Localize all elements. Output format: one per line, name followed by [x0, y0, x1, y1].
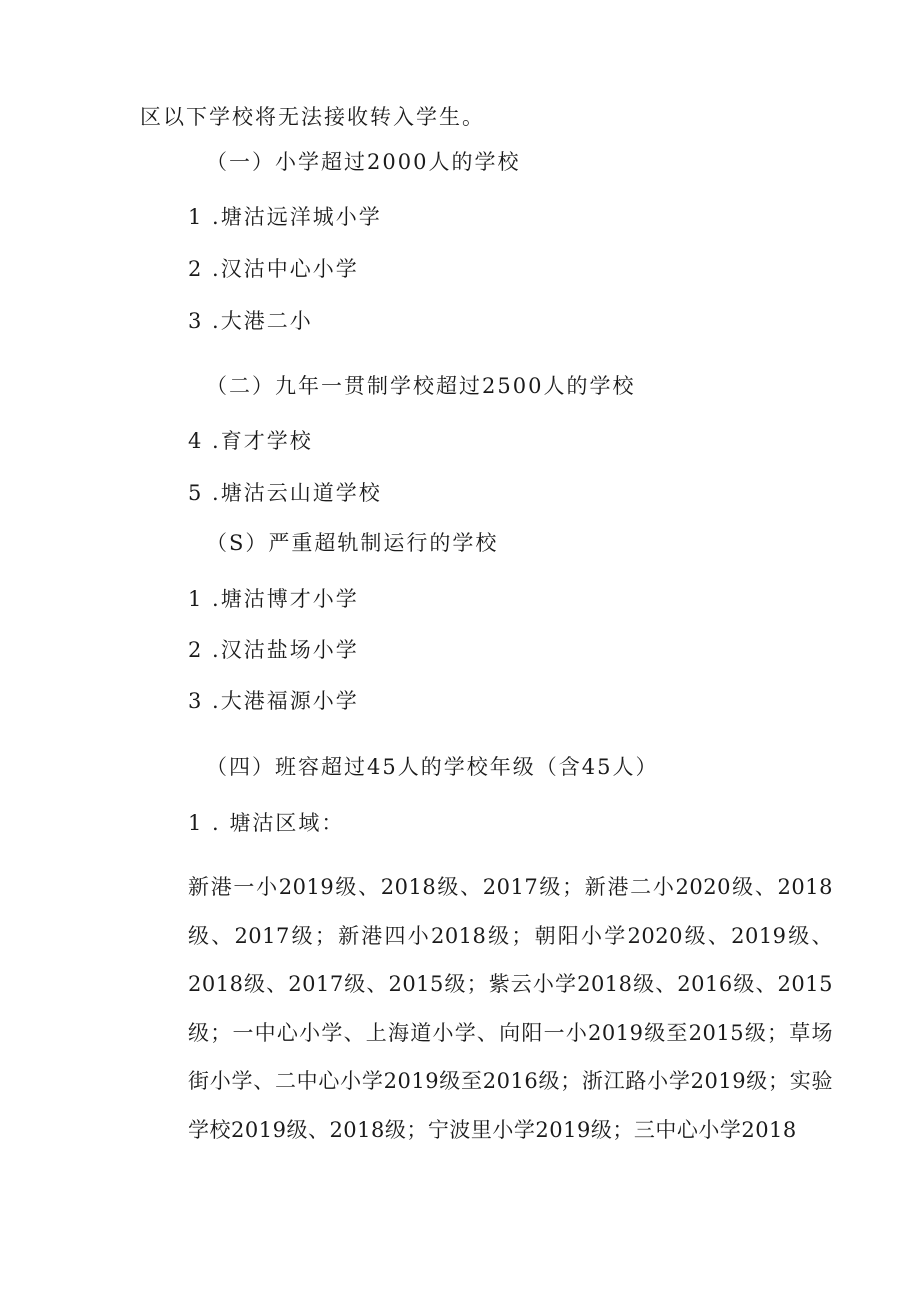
list-item: 3 .大港二小	[188, 309, 313, 333]
list-item: 1 . 塘沽区域：	[188, 811, 345, 835]
list-item: 1 .塘沽博才小学	[188, 587, 359, 611]
section-heading-4: （四）班容超过45人的学校年级（含45人）	[206, 755, 659, 779]
list-item: 2 .汉沽盐场小学	[188, 638, 359, 662]
list-item: 1 .塘沽远洋城小学	[188, 205, 382, 229]
list-item: 3 .大港福源小学	[188, 689, 359, 713]
list-item: 2 .汉沽中心小学	[188, 257, 359, 281]
section-heading-3: （S）严重超轨制运行的学校	[206, 531, 499, 555]
list-item: 5 .塘沽云山道学校	[188, 481, 382, 505]
section-heading-1: （一）小学超过2000人的学校	[206, 150, 521, 174]
body-paragraph: 新港一小2019级、2018级、2017级；新港二小2020级、2018级、2017级；新港四小2018级；朝阳小学2020级、2019级、2018级、2017级、2015级；紫云小学2018级、2016级、2015级；一中心小学、上海道小学、向阳一小2019级至2015级；草场街小学、二中心小学2019级至2016级；浙江路小学2019级；实验学校2019级、2018级；宁波里小学2019级；三中心小学2018	[188, 875, 833, 1142]
section-heading-2: （二）九年一贯制学校超过2500人的学校	[206, 374, 636, 398]
intro-line: 区以下学校将无法接收转入学生。	[140, 105, 485, 129]
list-item: 4 .育才学校	[188, 429, 313, 453]
